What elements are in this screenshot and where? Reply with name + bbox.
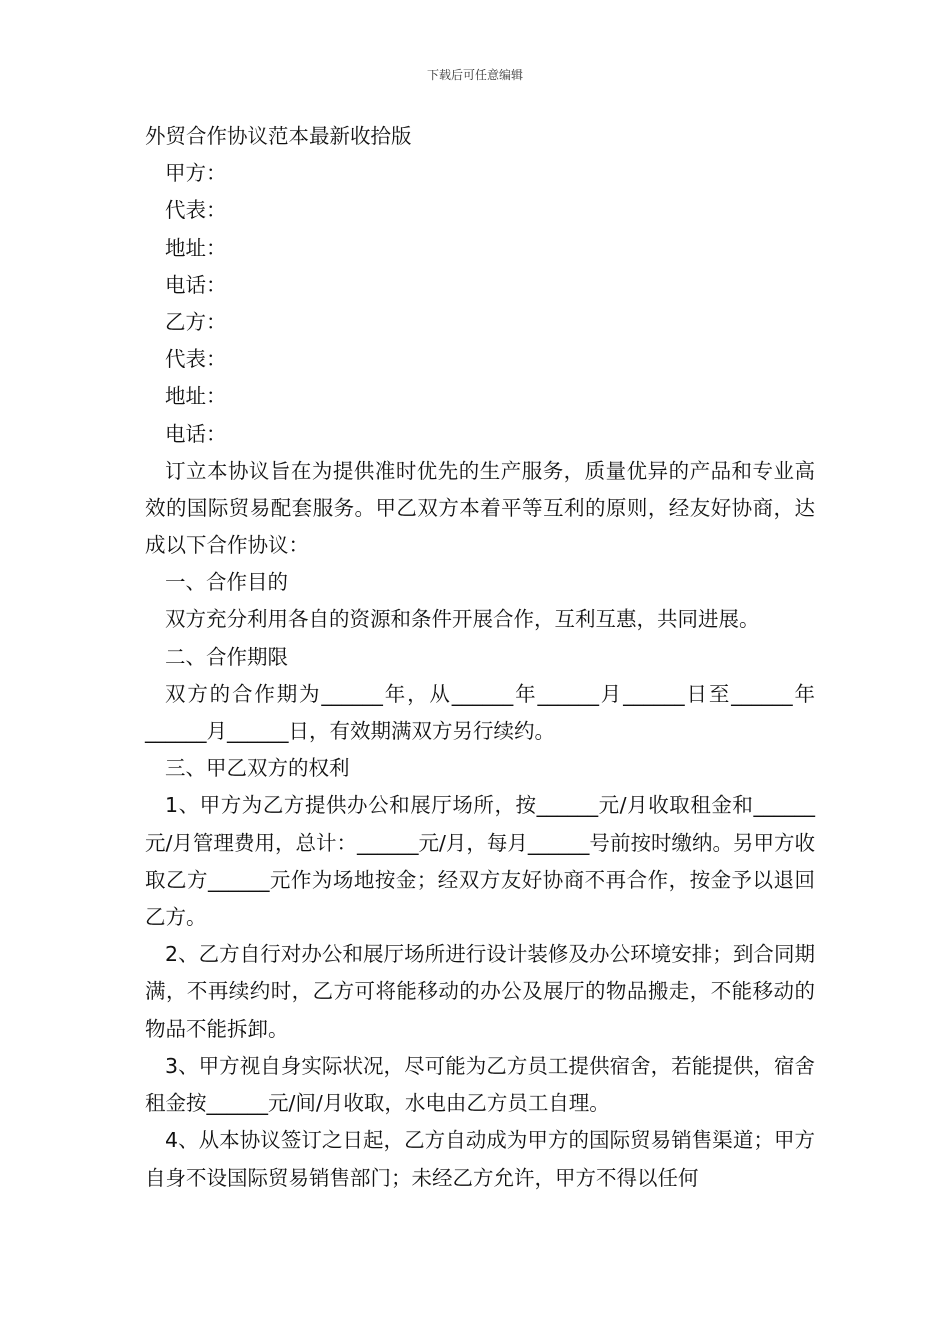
party-b-phone-label: 电话： xyxy=(165,421,227,446)
intro-paragraph: 订立本协议旨在为提供准时优先的生产服务，质量优异的产品和专业高效的国际贸易配套服务。甲乙双方本着平等互利的原则，经友好协商，达成以下合作协议： xyxy=(145,458,815,558)
section-3-heading: 三、甲乙双方的权利 xyxy=(165,756,350,781)
header-note: 下载后可任意编辑 xyxy=(426,68,523,82)
party-a-label: 甲方： xyxy=(165,161,227,186)
party-a-rep-label: 代表： xyxy=(165,198,227,223)
party-b-label: 乙方： xyxy=(165,309,227,334)
clause-1: 1、甲方为乙方提供办公和展厅场所，按______元/月收取租金和______元/月管理费用，总计：______元/月，每月______号前按时缴纳。另甲方收取乙方______元作为场地按金；经双方友好协商不再合作，按金予以退回乙方。 xyxy=(145,793,815,930)
clause-3: 3、甲方视自身实际状况，尽可能为乙方员工提供宿舍，若能提供，宿舍租金按______元/间/月收取，水电由乙方员工自理。 xyxy=(145,1053,815,1116)
clause-2: 2、乙方自行对办公和展厅场所进行设计装修及办公环境安排；到合同期满，不再续约时，乙方可将能移动的办公及展厅的物品搬走，不能移动的物品不能拆卸。 xyxy=(145,942,815,1041)
document-title: 外贸合作协议范本最新收拾版 xyxy=(145,124,412,148)
section-1-text: 双方充分利用各自的资源和条件开展合作，互利互惠，共同进展。 xyxy=(165,607,760,632)
party-a-address-label: 地址： xyxy=(165,235,227,260)
section-1-heading: 一、合作目的 xyxy=(165,570,288,595)
section-2-heading: 二、合作期限 xyxy=(165,644,288,669)
party-b-address-label: 地址： xyxy=(165,384,227,409)
document-body xyxy=(145,118,815,1197)
party-b-rep-label: 代表： xyxy=(165,347,227,372)
clause-4: 4、从本协议签订之日起，乙方自动成为甲方的国际贸易销售渠道；甲方自身不设国际贸易销售部门；未经乙方允许，甲方不得以任何 xyxy=(145,1128,815,1190)
party-a-phone-label: 电话： xyxy=(165,272,227,297)
section-2-text: 双方的合作期为______年，从______年______月______日至______年______月______日，有效期满双方另行续约。 xyxy=(145,681,815,744)
